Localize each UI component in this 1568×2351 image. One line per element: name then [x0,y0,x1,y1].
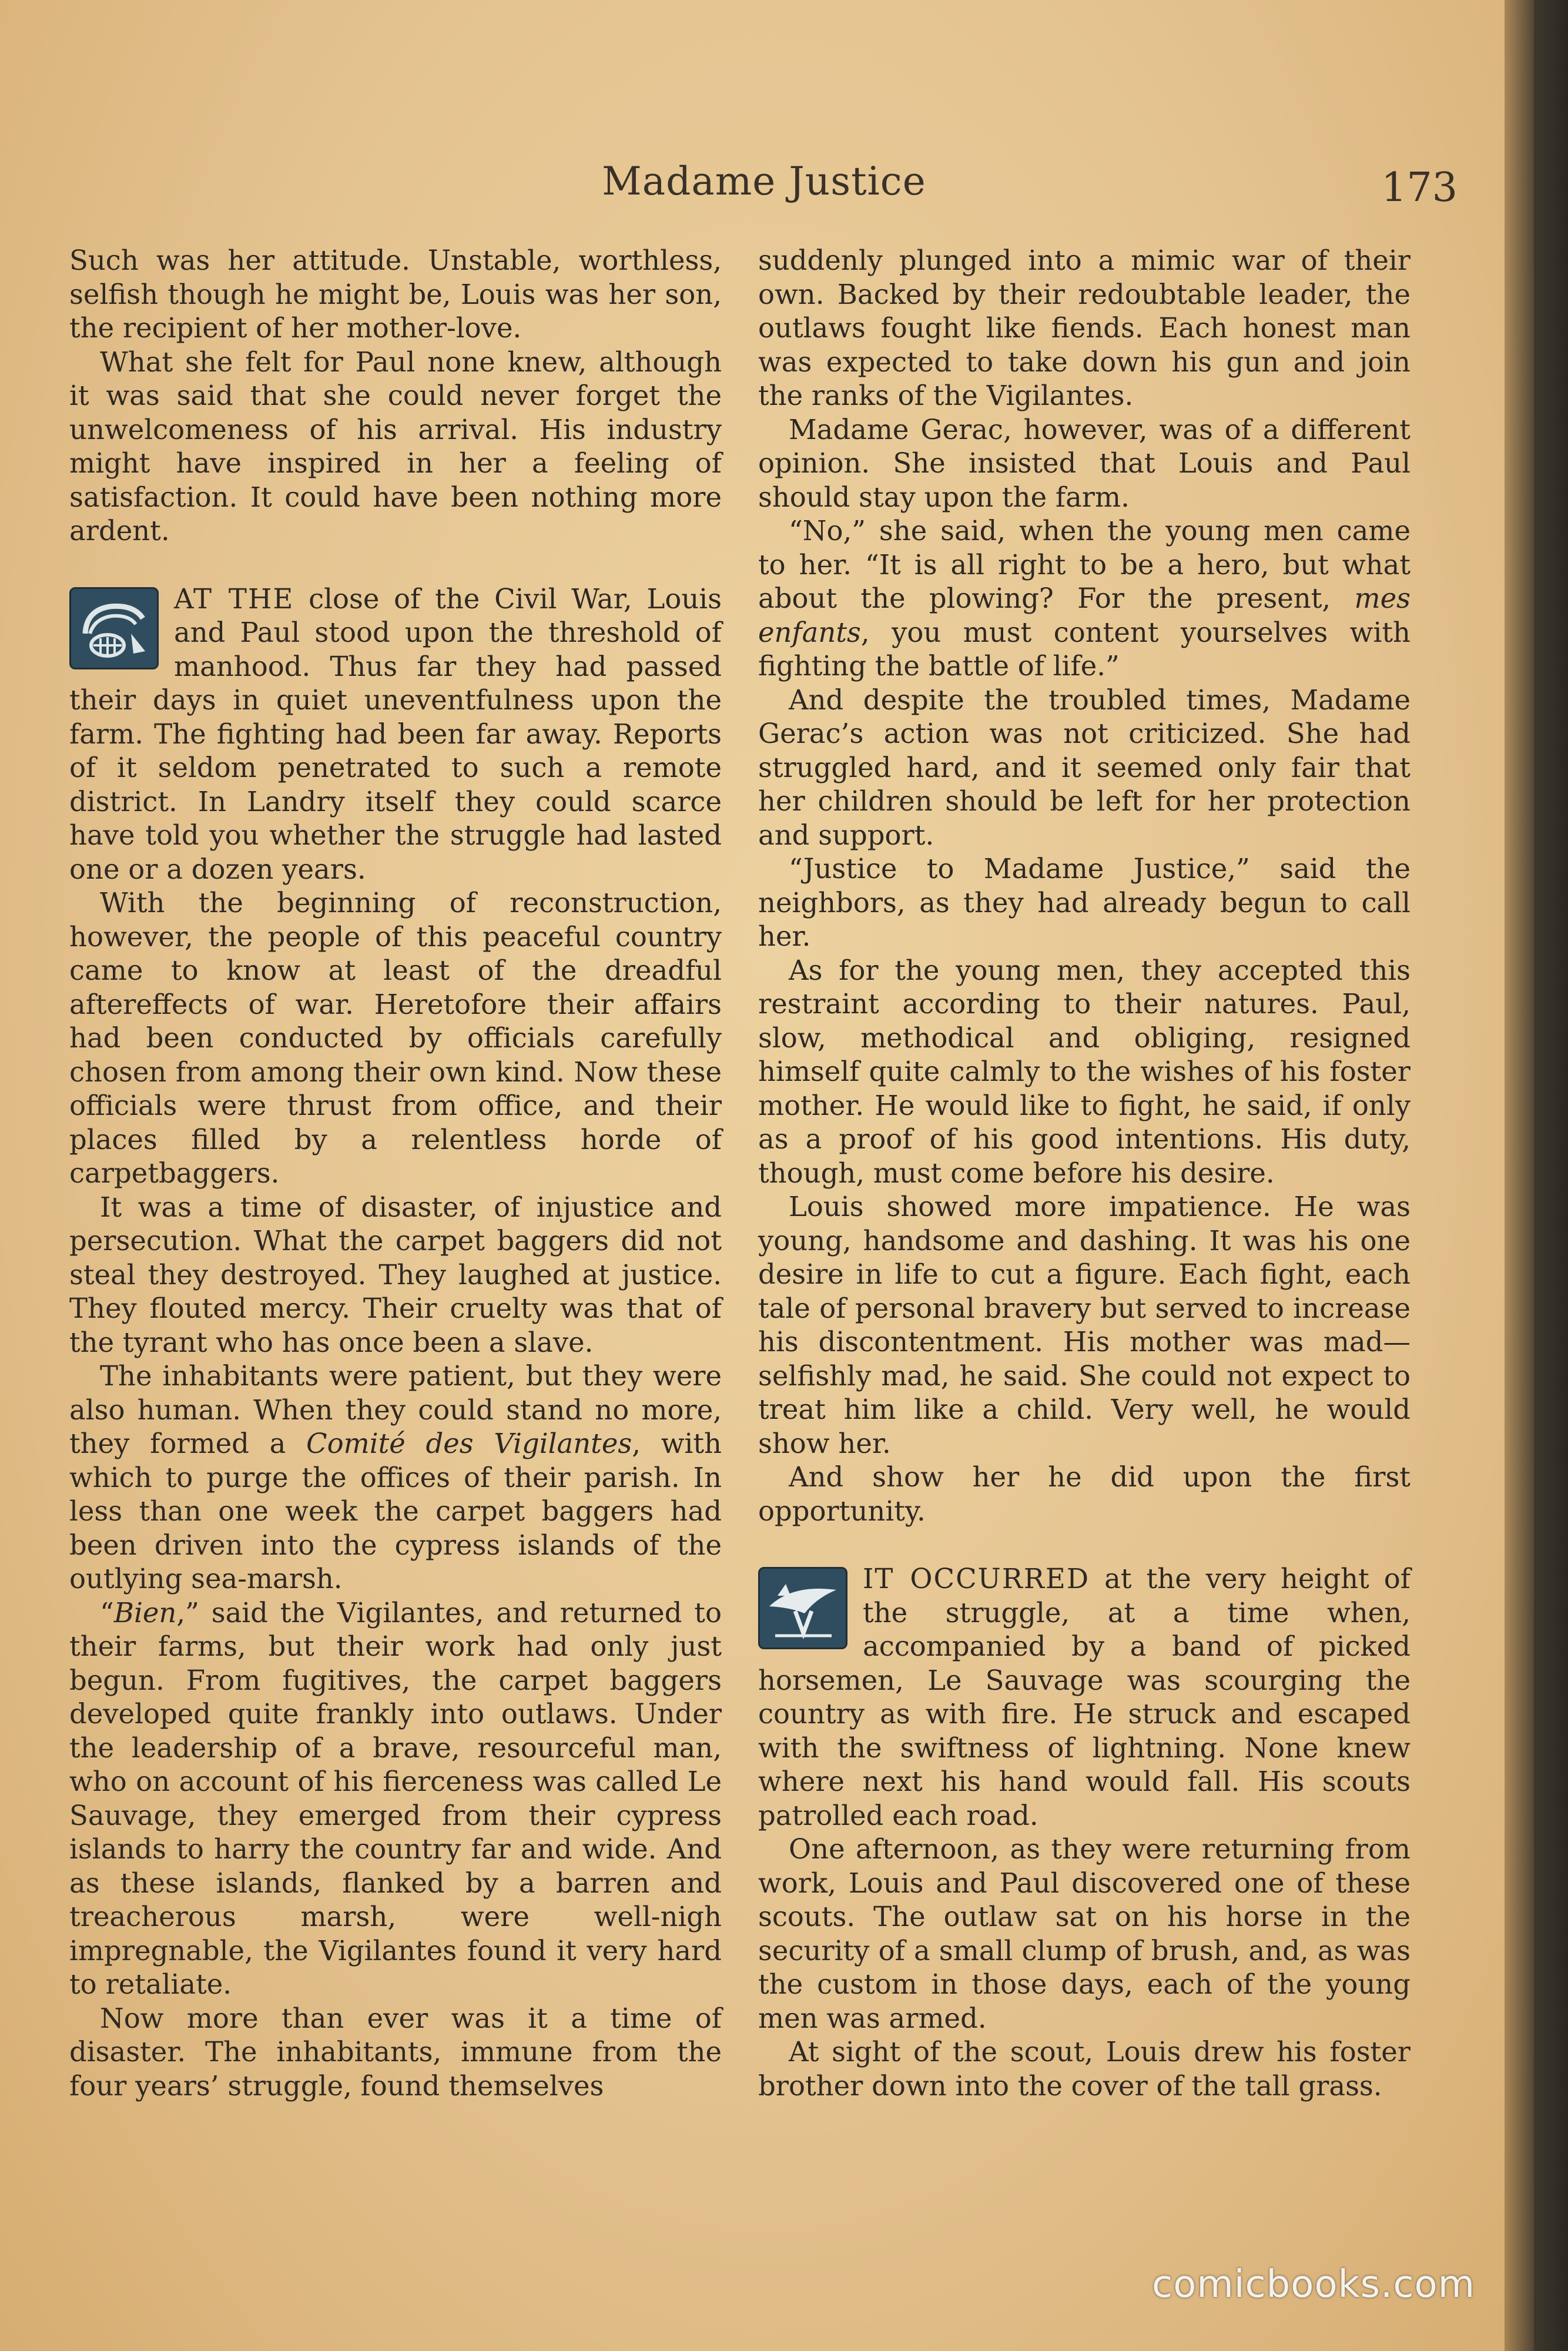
paragraph: “Justice to Madame Justice,” said the neighbors, as they had already begun to call her. [758,853,1410,952]
section-break [69,548,722,582]
paragraph: Such was her attitude. Unstable, worthless, selfish though he might be, Louis was her son, the recipient of her mother-love. [69,245,722,344]
section-opening-paragraph [69,582,722,887]
section-lead-words: IT OCCURRED [863,1563,1090,1595]
paragraph: It was a time of disaster, of injustice and persecution. What the carpet baggers did not steal they destroyed. They laughed at justice. They flouted mercy. Their cruelty was that of the tyrant who has once been a slave. [69,1191,722,1358]
paragraph [69,1359,722,1596]
section-break [758,1528,1410,1562]
paragraph: What she felt for Paul none knew, although it was said that she could never forget the unwelcomeness of his arrival. His industry might have inspired in her a feeling of satisfaction. It could have been nothing more ardent. [69,346,722,547]
watermark: comicbooks.com [1152,2263,1476,2306]
paragraph: Now more than ever was it a time of disaster. The inhabitants, immune from the four years’ struggle, found themselves [69,2002,722,2102]
running-header-title: Madame Justice [602,159,926,204]
paragraph [758,514,1410,684]
italic-phrase: Comité des Vigilantes [306,1428,632,1459]
paragraph: suddenly plunged into a mimic war of their own. Backed by their redoubtable leader, the outlaws fought like fiends. Each honest man was expected to take down his gun and join the ranks of the Vigilantes. [758,245,1410,411]
book-spine-shadow [1505,0,1568,2351]
paragraph-text: ,” said the Vigilantes, and returned to their farms, but their work had only just begun. From fugitives, the carpet baggers developed quite frankly into outlaws. Under the leadership of a brave, resourceful man, who on account of his fierceness was called Le Sauvage, they emerged from their cypress islands to harry the country far and wide. And as these islands, flanked by a barren and treacherous marsh, were well-nigh impregnable, the Vigilantes found it very hard to retaliate. [69,1596,722,2000]
paragraph [69,1596,722,2002]
ornamental-initial-icon [69,587,159,669]
italic-phrase: mes enfants [758,582,1410,648]
italic-phrase: Bien [113,1596,177,1629]
right-column [758,244,1410,2103]
quote-mark: “ [100,1596,114,1629]
paragraph: Louis showed more impatience. He was young, handsome and dashing. It was his one desire in life to cut a figure. Each fight, each tale of personal bravery but served to increase his discontentment. His mother was mad—selfishly mad, he said. She could not expect to treat him like a child. Very well, he would show her. [758,1191,1410,1459]
paragraph-text: The inhabitants were patient, but they were also human. When they could stand no more, they formed a [69,1360,722,1459]
section-opening-paragraph [758,1562,1410,1833]
paragraph: With the beginning of reconstruction, however, the people of this peaceful country came to know at least of the dreadful aftereffects of war. Heretofore their affairs had been conducted by officials carefully chosen from among their own kind. Now these officials were thrust from office, and their places filled by a relentless horde of carpetbaggers. [69,887,722,1189]
paragraph: And show her he did upon the first opportunity. [758,1461,1410,1527]
paragraph-text: at the very height of the struggle, at a time when, accompanied by a band of picked horsemen, Le Sauvage was scourging the country as with fire. He struck and escaped with the swiftness of lightning. None knew where next his hand would fall. His scouts patrolled each road. [758,1563,1410,1831]
paragraph-text: , with which to purge the offices of their parish. In less than one week the carpet baggers had been driven into the cypress islands of the outlying sea-marsh. [69,1428,722,1595]
paragraph-text: , you must content yourselves with fighting the battle of life.” [758,616,1410,682]
paragraph: And despite the troubled times, Madame Gerac’s action was not criticized. She had struggled hard, and it seemed only fair that her children should be left for her protection and support. [758,684,1410,851]
paragraph: Madame Gerac, however, was of a different opinion. She insisted that Louis and Paul should stay upon the farm. [758,413,1410,513]
section-lead-words: AT THE [174,582,294,615]
paragraph-text: “No,” she said, when the young men came to her. “It is all right to be a hero, but what about the plowing? For the present, [758,515,1410,614]
paragraph: One afternoon, as they were returning from work, Louis and Paul discovered one of these scouts. The outlaw sat on his horse in the security of a small clump of brush, and, as was the custom in those days, each of the young men was armed. [758,1833,1410,2034]
left-column [69,244,722,2103]
paragraph: As for the young men, they accepted this restraint according to their natures. Paul, slow, methodical and obliging, resigned himself quite calmly to the wishes of his foster mother. He would like to fight, he said, if only as a proof of his good intentions. His duty, though, must come before his desire. [758,954,1410,1189]
paragraph: At sight of the scout, Louis drew his foster brother down into the cover of the tall grass. [758,2036,1410,2102]
paragraph-text: close of the Civil War, Louis and Paul stood upon the threshold of manhood. Thus far they had passed their days in quiet uneventfulness upon the farm. The fighting had been far away. Reports of it seldom penetrated to such a remote district. In Landry itself they could scarce have told you whether the struggle had lasted one or a dozen years. [69,582,722,885]
ornamental-initial-icon [758,1567,847,1649]
page-number: 173 [1381,165,1458,211]
